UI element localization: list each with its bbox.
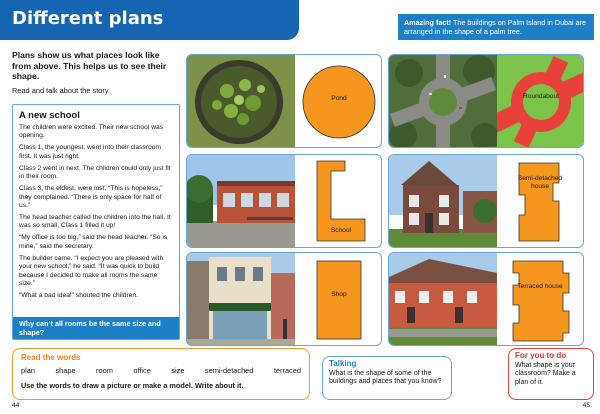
school-tile — [186, 154, 382, 248]
page-number-left: 44 — [12, 402, 20, 409]
school-photo — [187, 155, 295, 248]
story-paragraph: Class 3, the eldest, were lost. “This is hopeless,” they complained. “There is only space for half of us.” — [19, 185, 163, 210]
fact-lead: Amazing fact! — [404, 18, 452, 27]
roundabout-plan — [497, 55, 584, 148]
shop-tile — [186, 252, 382, 346]
word: room — [96, 366, 113, 375]
plan-label: Semi-detached house — [517, 175, 563, 190]
semi-detached-house-photo — [389, 155, 497, 248]
word-list — [21, 366, 301, 375]
story-paragraph: “What a bad idea!” shouted the children. — [19, 292, 138, 300]
semi-detached-tile — [388, 154, 584, 248]
shop-plan — [295, 253, 382, 346]
terraced-plan — [497, 253, 584, 346]
pond-tile — [186, 54, 382, 148]
story-box — [12, 104, 180, 340]
terraced-house-photo — [389, 253, 497, 346]
shop-photo — [187, 253, 295, 346]
plan-label: School — [330, 227, 352, 234]
for-you-to-do-title: For you to do — [515, 351, 567, 360]
story-paragraph: Class 2 went in next. The children could only just fit in their room. — [19, 164, 171, 181]
talking-title: Talking — [329, 359, 357, 368]
words-instruction: Use the words to draw a picture or make a model. Write about it. — [21, 381, 244, 390]
plan-label: Terraced house — [517, 283, 563, 290]
terraced-tile — [388, 252, 584, 346]
word: semi-detached — [204, 366, 254, 375]
roundabout-tile — [388, 54, 584, 148]
plan-label: Pond — [331, 95, 347, 102]
talking-box — [322, 356, 452, 400]
plan-label: Roundabout — [523, 93, 559, 100]
story-paragraph: Class 1, the youngest, went into their classroom first. It was just right. — [19, 144, 161, 160]
for-you-to-do-text: What shape is your classroom? Make a plan of it. — [515, 361, 576, 386]
page-number-right: 45 — [582, 402, 590, 409]
story-paragraph: The head teacher called the children into the hall. It was so small, Class 1 filled it up! — [19, 214, 171, 230]
story-paragraph: “My office is too big,” said the head teacher. “So is mine,” said the secretary. — [19, 234, 168, 250]
amazing-fact-box — [398, 14, 594, 40]
story-question: Why can’t all rooms be the same size and shape? — [13, 317, 179, 339]
word: plan — [21, 366, 35, 375]
school-plan — [295, 155, 382, 248]
word: terraced — [273, 366, 301, 375]
roundabout-photo — [389, 55, 497, 148]
semi-detached-plan — [497, 155, 584, 248]
talking-text: What is the shape of some of the buildings and places that you know? — [329, 369, 442, 385]
header-bar — [0, 0, 299, 40]
story-paragraph: The children were excited. Their new school was opening. — [19, 124, 164, 140]
story-title: A new school — [19, 110, 80, 121]
intro-text: Plans show us what places look like from above. This helps us to see their shape. — [12, 50, 167, 81]
word: size — [171, 366, 185, 375]
page-title: Different plans — [12, 8, 164, 29]
for-you-to-do-box — [508, 348, 594, 400]
story-paragraph: The builder came. “I expect you are pleased with your new school,” he said. “It was quick to build because I decided to make all rooms the same size.” — [19, 254, 164, 288]
fact-text: The buildings on Palm Island in Dubai are arranged in the shape of a palm tree. — [404, 18, 587, 36]
word: office — [133, 366, 151, 375]
word: shape — [55, 366, 76, 375]
read-talk-instruction: Read and talk about the story. — [12, 86, 111, 95]
pond-photo — [187, 55, 295, 148]
plan-label: Shop — [331, 291, 347, 298]
pond-plan — [295, 55, 382, 148]
read-the-words-box — [12, 348, 310, 400]
read-the-words-title: Read the words — [21, 353, 81, 362]
